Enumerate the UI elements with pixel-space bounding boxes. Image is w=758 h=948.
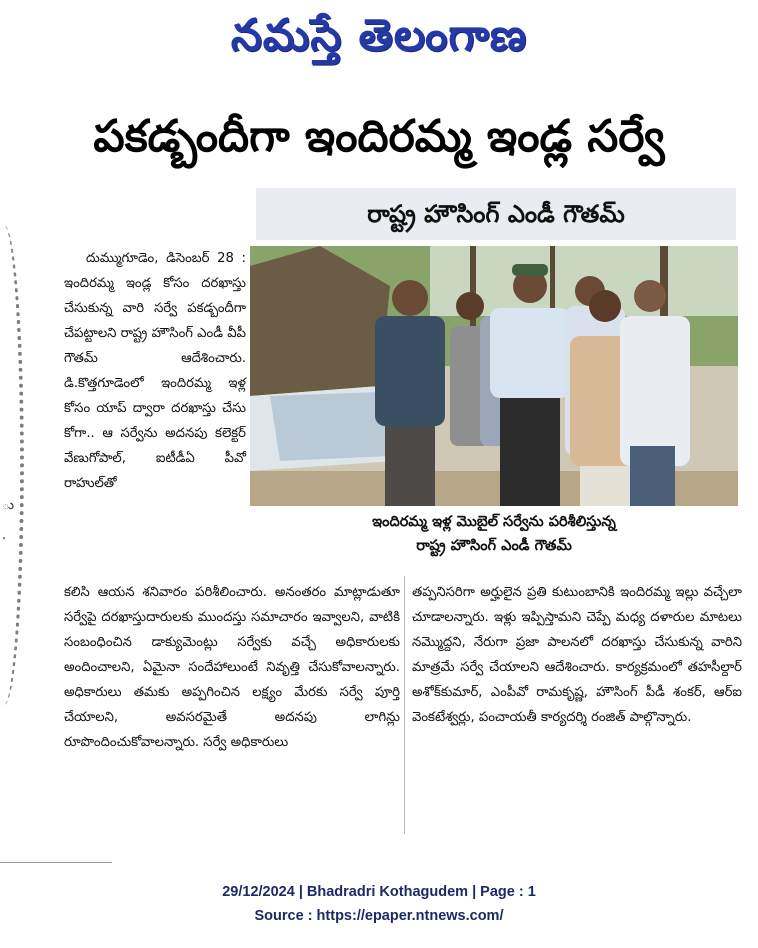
- adjacent-article-fragment: ు: [2, 498, 15, 513]
- article-column-1: [64, 246, 246, 496]
- article-column-2: [64, 580, 400, 755]
- article-text: దుమ్ముగూడెం, డిసెంబర్ 28 : ఇందిరమ్మ ఇండ్ల కోసం దరఖాస్తు చేసుకున్న వారి సర్వే పకడ్బందీగా చేపట్టాలని రాష్ట్ర హౌసింగ్ ఎండీ వీపీ గౌతమ్ ఆదేశించారు. డి.కొత్తగూడెంలో ఇందిరమ్మ ఇళ్ల కోసం యాప్ ద్వారా దరఖాస్తు చేసు కోగా.. ఆ సర్వేను అదనపు కలెక్టర్ వేణుగోపాల్, ఐటీడీఏ పీవో రాహుల్‌తో: [64, 251, 246, 491]
- article-text: కలిసి ఆయన శనివారం పరిశీలించారు. అనంతరం మాట్లాడుతూ సర్వేపై దరఖాస్తుదారులకు ముందస్తు సమాచారం ఇవ్వాలని, వాటికి సంబంధించిన డాక్యుమెంట్లు సర్వేకు వచ్చే అధికారులకు అందించాలని, ఏమైనా సందేహాలుంటే నివృత్తి చేసుకోవాలన్నారు. అధికారులు తమకు అప్పగించిన లక్ష్యం మేరకు సర్వే పూర్తి చేయాలని, అవసరమైతే అదనపు లాగిన్లు రూపొందించుకోవాలన్నారు. సర్వే అధికారులు: [64, 585, 400, 750]
- article-photo: [250, 246, 738, 506]
- article-headline: పకడ్బందీగా ఇందిరమ్మ ఇండ్ల సర్వే: [93, 111, 665, 162]
- article-column-3: [412, 580, 742, 730]
- footer-divider: [0, 862, 112, 863]
- newspaper-masthead: నమస్తే తెలంగాణ: [230, 10, 528, 61]
- article-subheadline: రాష్ట్ర హౌసింగ్ ఎండీ గౌతమ్: [256, 188, 736, 240]
- adjacent-article-fragment: .: [2, 528, 7, 543]
- caption-line-2: రాష్ట్ర హౌసింగ్ ఎండీ గౌతమ్: [416, 538, 572, 554]
- column-divider: [404, 576, 405, 834]
- survey-team-photo: [250, 246, 738, 506]
- article-text: తప్పనిసరిగా అర్హులైన ప్రతి కుటుంబానికి ఇందిరమ్మ ఇల్లు వచ్చేలా చూడాలన్నారు. ఇళ్లు ఇప్పిస్తామని చెప్పే మధ్య దళారుల మాటలు నమ్మొద్దని, నేరుగా ప్రజా పాలనలో దరఖాస్తు చేసుకున్న వారిని మాత్రమే సర్వే చేయాలని ఆదేశించారు. కార్యక్రమంలో తహసీల్దార్ అశోక్‌కుమార్, ఎంపీవో రామకృష్ణ, హౌసింగ్ పీడీ శంకర్, ఆర్ఐ వెంకటేశ్వర్లు, పంచాయతీ కార్యదర్శి రంజిత్ పాల్గొన్నారు.: [412, 585, 742, 725]
- caption-line-1: ఇందిరమ్మ ఇళ్ల మొబైల్ సర్వేను పరిశీలిస్తున్న: [372, 514, 616, 530]
- photo-caption: [250, 510, 738, 558]
- footer-edition-info: 29/12/2024 | Bhadradri Kothagudem | Page : 1: [222, 884, 536, 900]
- footer-source-link[interactable]: Source : https://epaper.ntnews.com/: [254, 908, 504, 924]
- page-edge-dotted-border: [0, 225, 24, 705]
